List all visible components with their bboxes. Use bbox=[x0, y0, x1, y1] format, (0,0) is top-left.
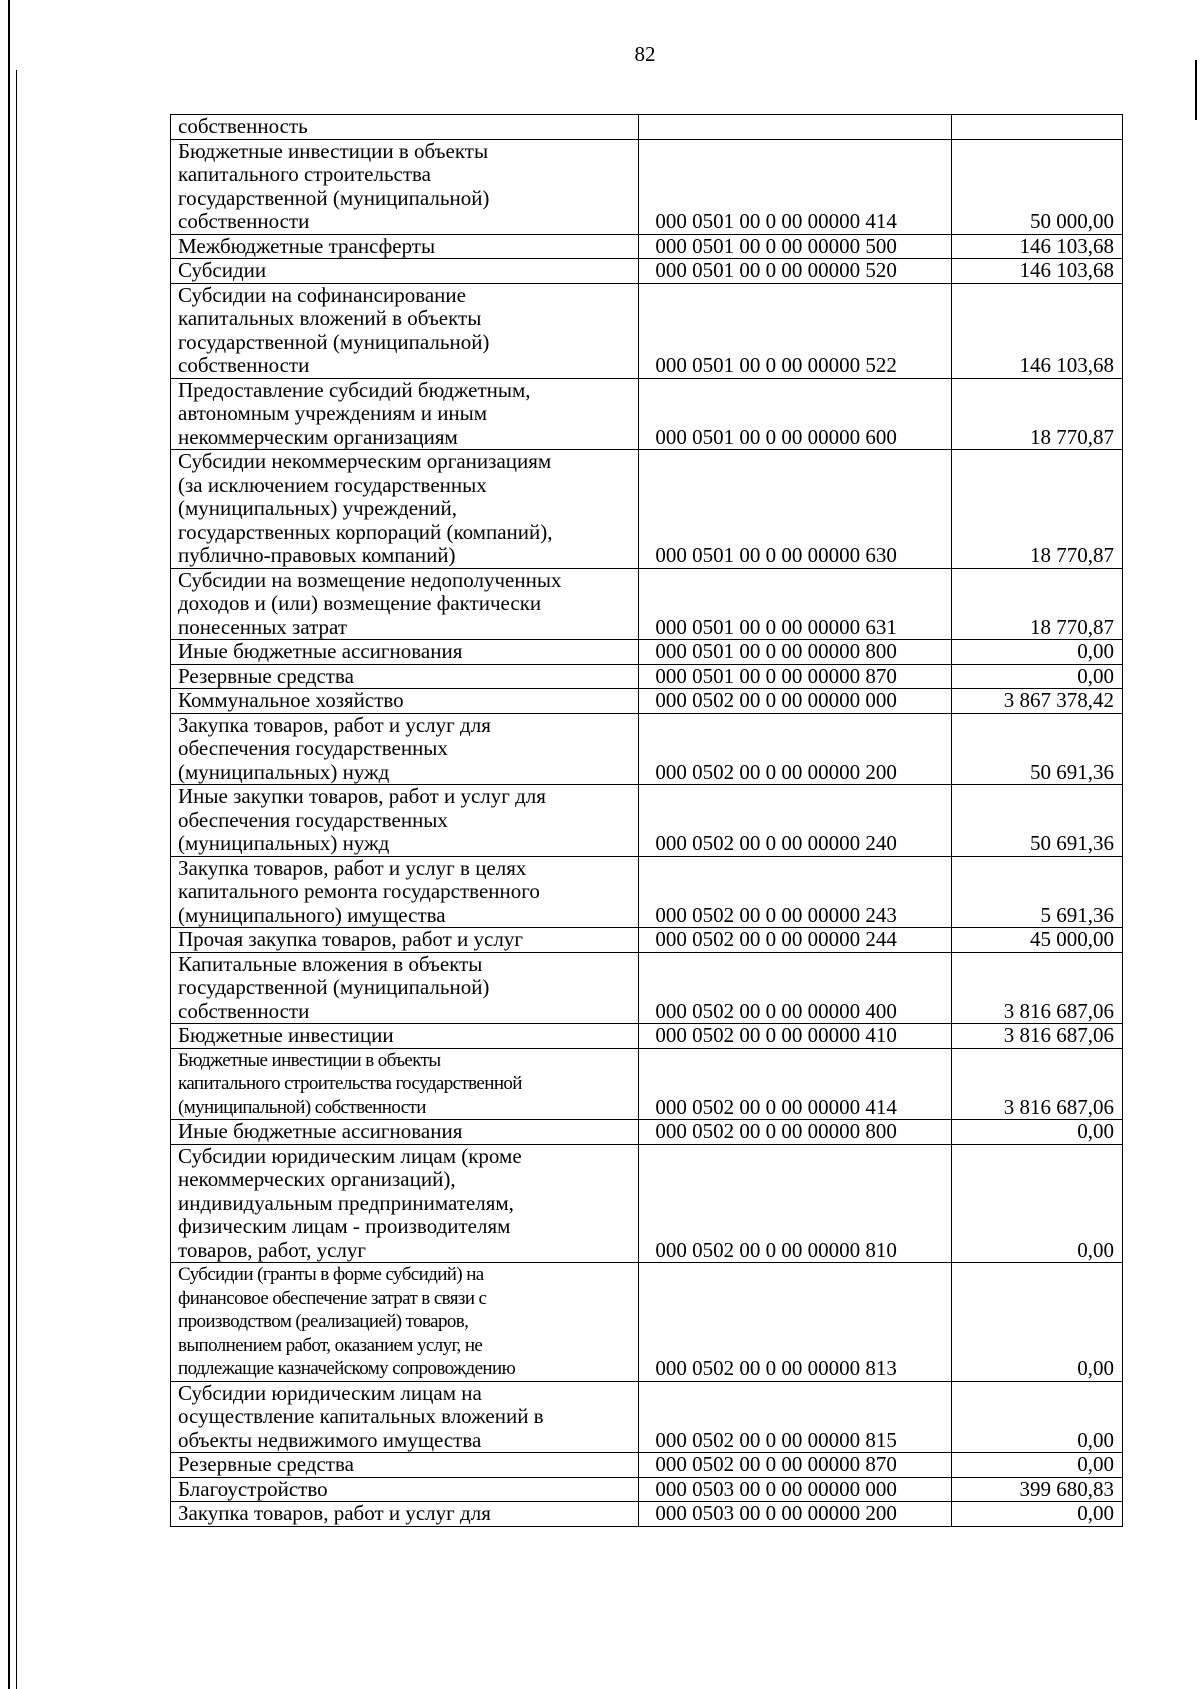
table-row bbox=[171, 115, 1123, 140]
row-name-cell: Коммунальное хозяйство bbox=[171, 689, 639, 714]
row-name-cell: Субсидии (гранты в форме субсидий) на финансовое обеспечение затрат в связи с производством (реализацией) товаров, выполнением работ, оказанием услуг, не подлежащие казначейскому сопровождению bbox=[171, 1263, 639, 1382]
row-sum-cell: 18 770,87 bbox=[952, 378, 1123, 450]
row-sum-cell: 0,00 bbox=[952, 1120, 1123, 1145]
row-code-cell: 000 0501 00 0 00 00000 414 bbox=[639, 139, 952, 234]
row-name-cell: Закупка товаров, работ и услуг в целях капитального ремонта государственного (муниципального) имущества bbox=[171, 856, 639, 928]
row-name-cell: Закупка товаров, работ и услуг для обеспечения государственных (муниципальных) нужд bbox=[171, 713, 639, 785]
row-name-cell: Бюджетные инвестиции bbox=[171, 1024, 639, 1049]
table-row bbox=[171, 713, 1123, 785]
row-sum-cell: 50 000,00 bbox=[952, 139, 1123, 234]
row-sum-cell bbox=[952, 115, 1123, 140]
row-sum-cell: 0,00 bbox=[952, 1381, 1123, 1453]
row-sum-cell: 146 103,68 bbox=[952, 283, 1123, 378]
row-code-cell: 000 0502 00 0 00 00000 244 bbox=[639, 928, 952, 953]
table-row bbox=[171, 640, 1123, 665]
row-name-cell: Капитальные вложения в объекты государственной (муниципальной) собственности bbox=[171, 952, 639, 1024]
table-row bbox=[171, 856, 1123, 928]
row-sum-cell: 18 770,87 bbox=[952, 450, 1123, 569]
row-code-cell: 000 0502 00 0 00 00000 414 bbox=[639, 1048, 952, 1120]
row-sum-cell: 3 867 378,42 bbox=[952, 689, 1123, 714]
row-code-cell: 000 0501 00 0 00 00000 870 bbox=[639, 664, 952, 689]
row-name-cell: Бюджетные инвестиции в объекты капитального строительства государственной (муниципальной) собственности bbox=[171, 1048, 639, 1120]
table-row bbox=[171, 689, 1123, 714]
row-code-cell bbox=[639, 115, 952, 140]
budget-table-body bbox=[171, 115, 1123, 1527]
row-name-cell: Резервные средства bbox=[171, 1453, 639, 1478]
row-sum-cell: 5 691,36 bbox=[952, 856, 1123, 928]
row-name-cell: Субсидии юридическим лицам (кроме некоммерческих организаций), индивидуальным предпринимателям, физическим лицам - производителям товаров, работ, услуг bbox=[171, 1144, 639, 1263]
table-row bbox=[171, 1263, 1123, 1382]
row-code-cell: 000 0501 00 0 00 00000 500 bbox=[639, 234, 952, 259]
row-name-cell: Иные закупки товаров, работ и услуг для обеспечения государственных (муниципальных) нужд bbox=[171, 785, 639, 857]
table-row bbox=[171, 283, 1123, 378]
row-code-cell: 000 0501 00 0 00 00000 630 bbox=[639, 450, 952, 569]
row-code-cell: 000 0502 00 0 00 00000 870 bbox=[639, 1453, 952, 1478]
row-code-cell: 000 0502 00 0 00 00000 240 bbox=[639, 785, 952, 857]
row-sum-cell: 0,00 bbox=[952, 640, 1123, 665]
scan-edge-left-line bbox=[8, 0, 10, 1689]
table-row bbox=[171, 1381, 1123, 1453]
table-row bbox=[171, 139, 1123, 234]
row-name-cell: Субсидии на софинансирование капитальных вложений в объекты государственной (муниципальной) собственности bbox=[171, 283, 639, 378]
row-sum-cell: 146 103,68 bbox=[952, 234, 1123, 259]
table-row bbox=[171, 1144, 1123, 1263]
row-sum-cell: 45 000,00 bbox=[952, 928, 1123, 953]
row-sum-cell: 50 691,36 bbox=[952, 785, 1123, 857]
scan-edge-right-line bbox=[1195, 60, 1197, 120]
table-row bbox=[171, 928, 1123, 953]
row-name-cell: Субсидии некоммерческим организациям (за исключением государственных (муниципальных) учреждений, государственных корпораций (компаний), публично-правовых компаний) bbox=[171, 450, 639, 569]
row-code-cell: 000 0502 00 0 00 00000 813 bbox=[639, 1263, 952, 1382]
row-code-cell: 000 0502 00 0 00 00000 400 bbox=[639, 952, 952, 1024]
table-row bbox=[171, 1502, 1123, 1527]
row-code-cell: 000 0502 00 0 00 00000 410 bbox=[639, 1024, 952, 1049]
row-sum-cell: 0,00 bbox=[952, 1453, 1123, 1478]
table-row bbox=[171, 664, 1123, 689]
table-row bbox=[171, 450, 1123, 569]
table-row bbox=[171, 1477, 1123, 1502]
table-row bbox=[171, 568, 1123, 640]
table-row bbox=[171, 1048, 1123, 1120]
row-code-cell: 000 0501 00 0 00 00000 522 bbox=[639, 283, 952, 378]
row-code-cell: 000 0502 00 0 00 00000 243 bbox=[639, 856, 952, 928]
row-name-cell: Прочая закупка товаров, работ и услуг bbox=[171, 928, 639, 953]
row-code-cell: 000 0502 00 0 00 00000 815 bbox=[639, 1381, 952, 1453]
budget-table bbox=[170, 114, 1123, 1527]
row-code-cell: 000 0502 00 0 00 00000 800 bbox=[639, 1120, 952, 1145]
row-code-cell: 000 0503 00 0 00 00000 200 bbox=[639, 1502, 952, 1527]
row-name-cell: Межбюджетные трансферты bbox=[171, 234, 639, 259]
row-code-cell: 000 0502 00 0 00 00000 200 bbox=[639, 713, 952, 785]
table-row bbox=[171, 952, 1123, 1024]
row-sum-cell: 0,00 bbox=[952, 1144, 1123, 1263]
table-row bbox=[171, 1120, 1123, 1145]
row-name-cell: Иные бюджетные ассигнования bbox=[171, 640, 639, 665]
row-code-cell: 000 0501 00 0 00 00000 800 bbox=[639, 640, 952, 665]
row-sum-cell: 0,00 bbox=[952, 1502, 1123, 1527]
row-sum-cell: 399 680,83 bbox=[952, 1477, 1123, 1502]
row-sum-cell: 18 770,87 bbox=[952, 568, 1123, 640]
row-sum-cell: 3 816 687,06 bbox=[952, 1024, 1123, 1049]
row-code-cell: 000 0502 00 0 00 00000 810 bbox=[639, 1144, 952, 1263]
row-sum-cell: 3 816 687,06 bbox=[952, 1048, 1123, 1120]
row-code-cell: 000 0501 00 0 00 00000 631 bbox=[639, 568, 952, 640]
row-name-cell: Иные бюджетные ассигнования bbox=[171, 1120, 639, 1145]
row-name-cell: Резервные средства bbox=[171, 664, 639, 689]
row-name-cell: Субсидии на возмещение недополученных доходов и (или) возмещение фактически понесенных затрат bbox=[171, 568, 639, 640]
table-row bbox=[171, 259, 1123, 284]
table-row bbox=[171, 234, 1123, 259]
row-name-cell: Бюджетные инвестиции в объекты капитального строительства государственной (муниципальной) собственности bbox=[171, 139, 639, 234]
row-name-cell: Предоставление субсидий бюджетным, автономным учреждениям и иным некоммерческим организациям bbox=[171, 378, 639, 450]
row-sum-cell: 0,00 bbox=[952, 1263, 1123, 1382]
page-number: 82 bbox=[634, 42, 656, 66]
row-name-cell: Закупка товаров, работ и услуг для bbox=[171, 1502, 639, 1527]
table-row bbox=[171, 1453, 1123, 1478]
row-code-cell: 000 0501 00 0 00 00000 600 bbox=[639, 378, 952, 450]
row-code-cell: 000 0502 00 0 00 00000 000 bbox=[639, 689, 952, 714]
row-sum-cell: 0,00 bbox=[952, 664, 1123, 689]
row-sum-cell: 146 103,68 bbox=[952, 259, 1123, 284]
row-name-cell: Благоустройство bbox=[171, 1477, 639, 1502]
row-name-cell: собственность bbox=[171, 115, 639, 140]
row-sum-cell: 3 816 687,06 bbox=[952, 952, 1123, 1024]
row-code-cell: 000 0501 00 0 00 00000 520 bbox=[639, 259, 952, 284]
table-row bbox=[171, 378, 1123, 450]
table-row bbox=[171, 1024, 1123, 1049]
row-name-cell: Субсидии юридическим лицам на осуществление капитальных вложений в объекты недвижимого имущества bbox=[171, 1381, 639, 1453]
table-row bbox=[171, 785, 1123, 857]
row-sum-cell: 50 691,36 bbox=[952, 713, 1123, 785]
row-code-cell: 000 0503 00 0 00 00000 000 bbox=[639, 1477, 952, 1502]
scan-edge-left-inner-line bbox=[16, 70, 17, 1689]
row-name-cell: Субсидии bbox=[171, 259, 639, 284]
